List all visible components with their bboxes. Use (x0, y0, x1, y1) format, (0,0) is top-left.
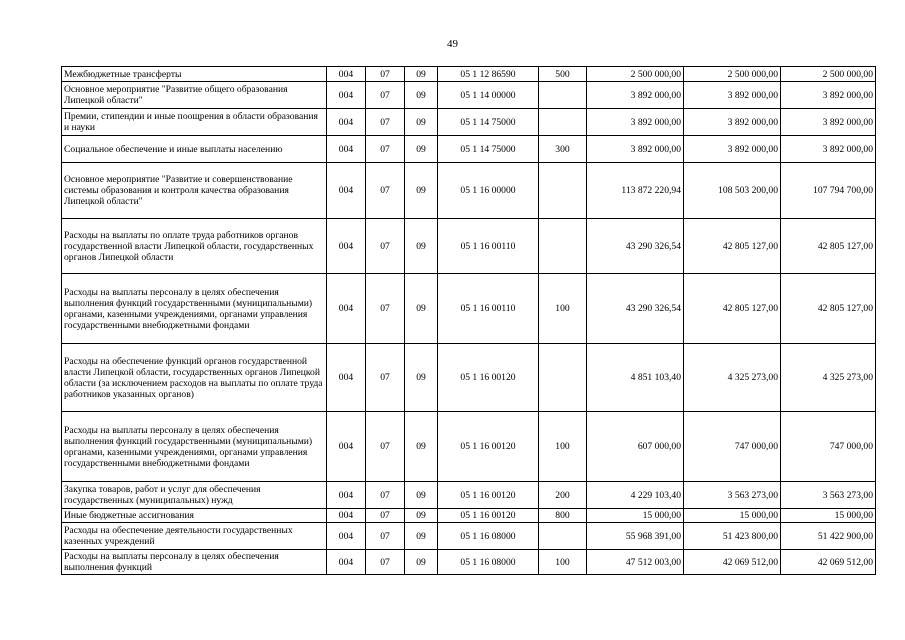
row-ved-code: 004 (327, 344, 366, 412)
row-subsection-code: 09 (405, 274, 438, 344)
row-subsection-code: 09 (405, 412, 438, 482)
row-amount-year1: 113 872 220,94 (587, 163, 684, 219)
row-amount-year3: 15 000,00 (781, 509, 876, 523)
row-amount-year2: 42 805 127,00 (684, 274, 781, 344)
row-expense-type: 100 (539, 550, 587, 575)
row-ved-code: 004 (327, 136, 366, 163)
row-amount-year1: 15 000,00 (587, 509, 684, 523)
row-amount-year1: 607 000,00 (587, 412, 684, 482)
row-amount-year1: 3 892 000,00 (587, 136, 684, 163)
row-subsection-code: 09 (405, 550, 438, 575)
row-name: Расходы на обеспечение функций органов государственной власти Липецкой области, государственных органов Липецкой области (за исключением расходов на выплаты по оплате труда работников указанных органов) (62, 344, 327, 412)
row-name: Основное мероприятие "Развитие и совершенствование системы образования и контроля качества образования Липецкой области" (62, 163, 327, 219)
row-name: Иные бюджетные ассигнования (62, 509, 327, 523)
row-target-article: 05 1 12 86590 (438, 67, 539, 82)
row-ved-code: 004 (327, 550, 366, 575)
row-amount-year1: 47 512 003,00 (587, 550, 684, 575)
row-amount-year3: 3 892 000,00 (781, 82, 876, 109)
row-ved-code: 004 (327, 482, 366, 509)
page-number: 49 (447, 38, 458, 50)
row-amount-year3: 747 000,00 (781, 412, 876, 482)
row-amount-year2: 42 805 127,00 (684, 219, 781, 274)
row-ved-code: 004 (327, 82, 366, 109)
row-ved-code: 004 (327, 219, 366, 274)
row-name: Расходы на обеспечение деятельности государственных казенных учреждений (62, 523, 327, 550)
table-row (62, 344, 876, 412)
row-amount-year2: 3 563 273,00 (684, 482, 781, 509)
row-expense-type: 500 (539, 67, 587, 82)
row-amount-year3: 2 500 000,00 (781, 67, 876, 82)
row-amount-year3: 42 805 127,00 (781, 219, 876, 274)
row-amount-year2: 15 000,00 (684, 509, 781, 523)
table-row (62, 482, 876, 509)
row-section-code: 07 (366, 344, 405, 412)
budget-table (61, 66, 876, 575)
row-expense-type: 800 (539, 509, 587, 523)
row-expense-type: 200 (539, 482, 587, 509)
row-name: Премии, стипендии и иные поощрения в области образования и науки (62, 109, 327, 136)
row-amount-year3: 42 069 512,00 (781, 550, 876, 575)
row-amount-year1: 43 290 326,54 (587, 274, 684, 344)
row-expense-type: 100 (539, 274, 587, 344)
row-section-code: 07 (366, 523, 405, 550)
row-amount-year2: 51 423 800,00 (684, 523, 781, 550)
row-amount-year1: 4 851 103,40 (587, 344, 684, 412)
row-name: Расходы на выплаты по оплате труда работников органов государственной власти Липецкой области, государственных органов Липецкой области (62, 219, 327, 274)
row-section-code: 07 (366, 109, 405, 136)
row-target-article: 05 1 16 00120 (438, 482, 539, 509)
row-amount-year2: 3 892 000,00 (684, 82, 781, 109)
table-row (62, 274, 876, 344)
row-section-code: 07 (366, 412, 405, 482)
row-amount-year2: 747 000,00 (684, 412, 781, 482)
row-target-article: 05 1 16 00120 (438, 509, 539, 523)
row-amount-year3: 4 325 273,00 (781, 344, 876, 412)
row-name: Расходы на выплаты персоналу в целях обеспечения выполнения функций (62, 550, 327, 575)
row-section-code: 07 (366, 67, 405, 82)
row-target-article: 05 1 14 75000 (438, 136, 539, 163)
row-target-article: 05 1 16 00120 (438, 344, 539, 412)
row-name: Расходы на выплаты персоналу в целях обеспечения выполнения функций государственными (муниципальными) органами, казенными учреждениями, органами управления государственными внебюджетными фондами (62, 274, 327, 344)
row-amount-year3: 42 805 127,00 (781, 274, 876, 344)
row-section-code: 07 (366, 509, 405, 523)
row-subsection-code: 09 (405, 482, 438, 509)
row-subsection-code: 09 (405, 109, 438, 136)
row-amount-year2: 3 892 000,00 (684, 109, 781, 136)
row-amount-year3: 3 892 000,00 (781, 136, 876, 163)
row-expense-type (539, 82, 587, 109)
row-expense-type: 100 (539, 412, 587, 482)
row-amount-year3: 3 563 273,00 (781, 482, 876, 509)
table-row (62, 67, 876, 82)
row-name: Закупка товаров, работ и услуг для обеспечения государственных (муниципальных) нужд (62, 482, 327, 509)
row-target-article: 05 1 16 00000 (438, 163, 539, 219)
row-subsection-code: 09 (405, 509, 438, 523)
row-subsection-code: 09 (405, 67, 438, 82)
row-amount-year3: 107 794 700,00 (781, 163, 876, 219)
row-subsection-code: 09 (405, 82, 438, 109)
row-ved-code: 004 (327, 109, 366, 136)
row-expense-type (539, 163, 587, 219)
row-expense-type (539, 523, 587, 550)
row-name: Социальное обеспечение и иные выплаты населению (62, 136, 327, 163)
row-amount-year2: 3 892 000,00 (684, 136, 781, 163)
row-section-code: 07 (366, 274, 405, 344)
row-target-article: 05 1 14 75000 (438, 109, 539, 136)
table-row (62, 109, 876, 136)
row-ved-code: 004 (327, 412, 366, 482)
row-amount-year1: 4 229 103,40 (587, 482, 684, 509)
row-name: Расходы на выплаты персоналу в целях обеспечения выполнения функций государственными (муниципальными) органами, казенными учреждениями, органами управления государственными внебюджетными фондами (62, 412, 327, 482)
row-amount-year3: 51 422 900,00 (781, 523, 876, 550)
row-ved-code: 004 (327, 274, 366, 344)
row-ved-code: 004 (327, 163, 366, 219)
row-expense-type (539, 344, 587, 412)
row-target-article: 05 1 16 08000 (438, 523, 539, 550)
row-section-code: 07 (366, 163, 405, 219)
row-amount-year1: 55 968 391,00 (587, 523, 684, 550)
row-amount-year2: 4 325 273,00 (684, 344, 781, 412)
table-row (62, 163, 876, 219)
row-subsection-code: 09 (405, 523, 438, 550)
row-ved-code: 004 (327, 523, 366, 550)
row-target-article: 05 1 14 00000 (438, 82, 539, 109)
row-amount-year1: 2 500 000,00 (587, 67, 684, 82)
table-row (62, 219, 876, 274)
table-row (62, 550, 876, 575)
table-row (62, 523, 876, 550)
row-name: Основное мероприятие "Развитие общего образования Липецкой области" (62, 82, 327, 109)
row-amount-year2: 108 503 200,00 (684, 163, 781, 219)
row-section-code: 07 (366, 136, 405, 163)
row-ved-code: 004 (327, 509, 366, 523)
row-name: Межбюджетные трансферты (62, 67, 327, 82)
row-section-code: 07 (366, 219, 405, 274)
row-section-code: 07 (366, 550, 405, 575)
row-amount-year1: 43 290 326,54 (587, 219, 684, 274)
row-subsection-code: 09 (405, 136, 438, 163)
table-row (62, 509, 876, 523)
row-section-code: 07 (366, 482, 405, 509)
row-amount-year3: 3 892 000,00 (781, 109, 876, 136)
table-row (62, 82, 876, 109)
row-target-article: 05 1 16 00120 (438, 412, 539, 482)
row-amount-year1: 3 892 000,00 (587, 109, 684, 136)
row-amount-year2: 42 069 512,00 (684, 550, 781, 575)
row-subsection-code: 09 (405, 219, 438, 274)
table-row (62, 136, 876, 163)
row-amount-year2: 2 500 000,00 (684, 67, 781, 82)
row-subsection-code: 09 (405, 163, 438, 219)
row-section-code: 07 (366, 82, 405, 109)
row-expense-type: 300 (539, 136, 587, 163)
table-row (62, 412, 876, 482)
row-target-article: 05 1 16 00110 (438, 219, 539, 274)
row-target-article: 05 1 16 08000 (438, 550, 539, 575)
budget-table-body (62, 67, 876, 575)
row-subsection-code: 09 (405, 344, 438, 412)
row-expense-type (539, 219, 587, 274)
row-expense-type (539, 109, 587, 136)
row-target-article: 05 1 16 00110 (438, 274, 539, 344)
row-amount-year1: 3 892 000,00 (587, 82, 684, 109)
row-ved-code: 004 (327, 67, 366, 82)
